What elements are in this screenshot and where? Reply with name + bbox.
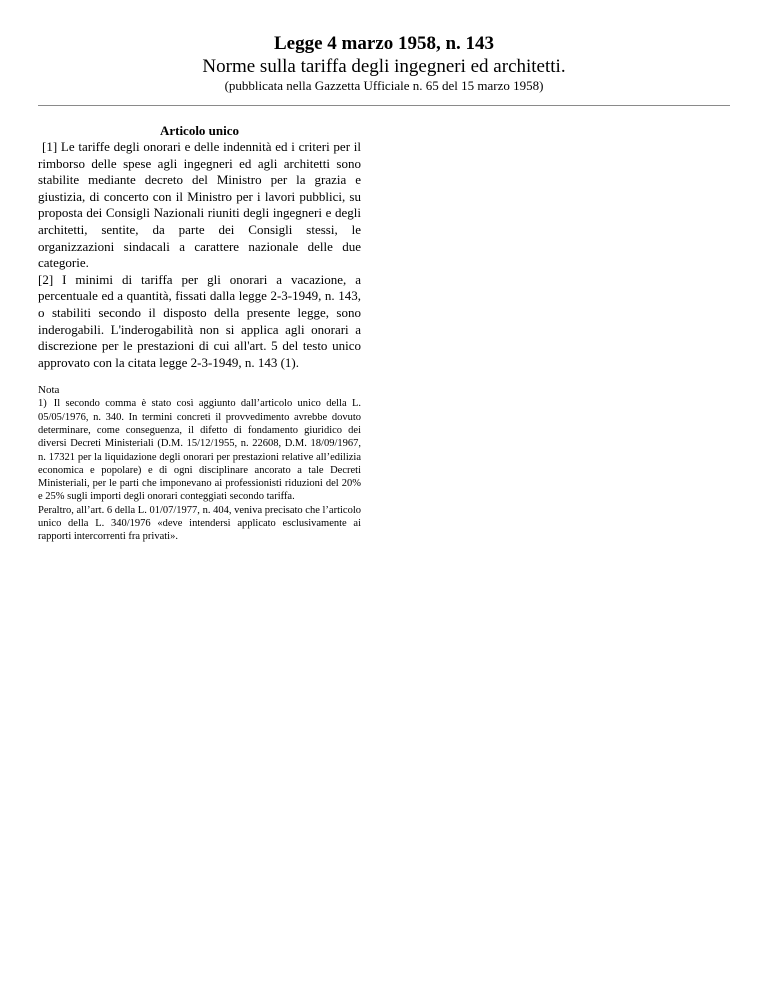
footnote-text-1: Il secondo comma è stato così aggiunto dall’articolo unico della L. 05/05/1976, n. 340. In termini concreti il provvedimento avrebbe dovuto determinare, come conseguenza, il difetto di fondamento giuridico dei diversi Decreti Ministeriali (D.M. 15/12/1955, n. 22608, D.M. 18/09/1967, n. 17321 per la liquidazione degli onorari per prestazioni relative all’edilizia economica e popolare) e di ogni disciplinare ancorato a tale Decreti Ministeriali, per le parti che imponevano ai professionisti riduzioni del 20% e 25% sugli importi degli onorari conteggiati secondo tariffa. [38, 398, 361, 503]
article-paragraph-1: [1] Le tariffe degli onorari e delle indennità ed i criteri per il rimborso delle spese agli ingegneri ed agli architetti sono stabilite mediante decreto del Ministro per la grazia e giustizia, di concerto con il Ministro per i lavori pubblici, su proposta dei Consigli Nazionali riuniti degli ingegneri e degli architetti, sentite, da parte dei Consigli stessi, le organizzazioni sindacali a carattere nazionale delle due categorie. [38, 139, 361, 271]
article-heading: Articolo unico [159, 123, 240, 138]
footnote-label: Nota [38, 384, 60, 397]
header-divider [38, 105, 730, 106]
law-title: Legge 4 marzo 1958, n. 143 [273, 33, 495, 54]
footnote-paragraph-1 [38, 397, 361, 503]
footnote-section [38, 383, 361, 543]
document-header [0, 32, 768, 94]
footnote-number: 1) [38, 398, 47, 410]
article-section [38, 123, 361, 544]
article-paragraph-2: [2] I minimi di tariffa per gli onorari a vacazione, a percentuale ed a quantità, fissati dalla legge 2-3-1949, n. 143, o stabiliti secondo il disposto della presente legge, sono inderogabili. L'inderogabilità non si applica agli onorari a discrezione per le prestazioni di cui all'art. 5 del testo unico approvato con la citata legge 2-3-1949, n. 143 (1). [38, 271, 361, 370]
footnote-paragraph-2: Peraltro, all’art. 6 della L. 01/07/1977, n. 404, veniva precisato che l’articolo unico della L. 340/1976 «deve intendersi applicato esclusivamente ai rapporti intercorrenti fra privati». [38, 504, 361, 543]
law-subtitle: Norme sulla tariffa degli ingegneri ed architetti. [202, 56, 566, 77]
publication-info: (pubblicata nella Gazzetta Ufficiale n. 65 del 15 marzo 1958) [224, 78, 544, 93]
